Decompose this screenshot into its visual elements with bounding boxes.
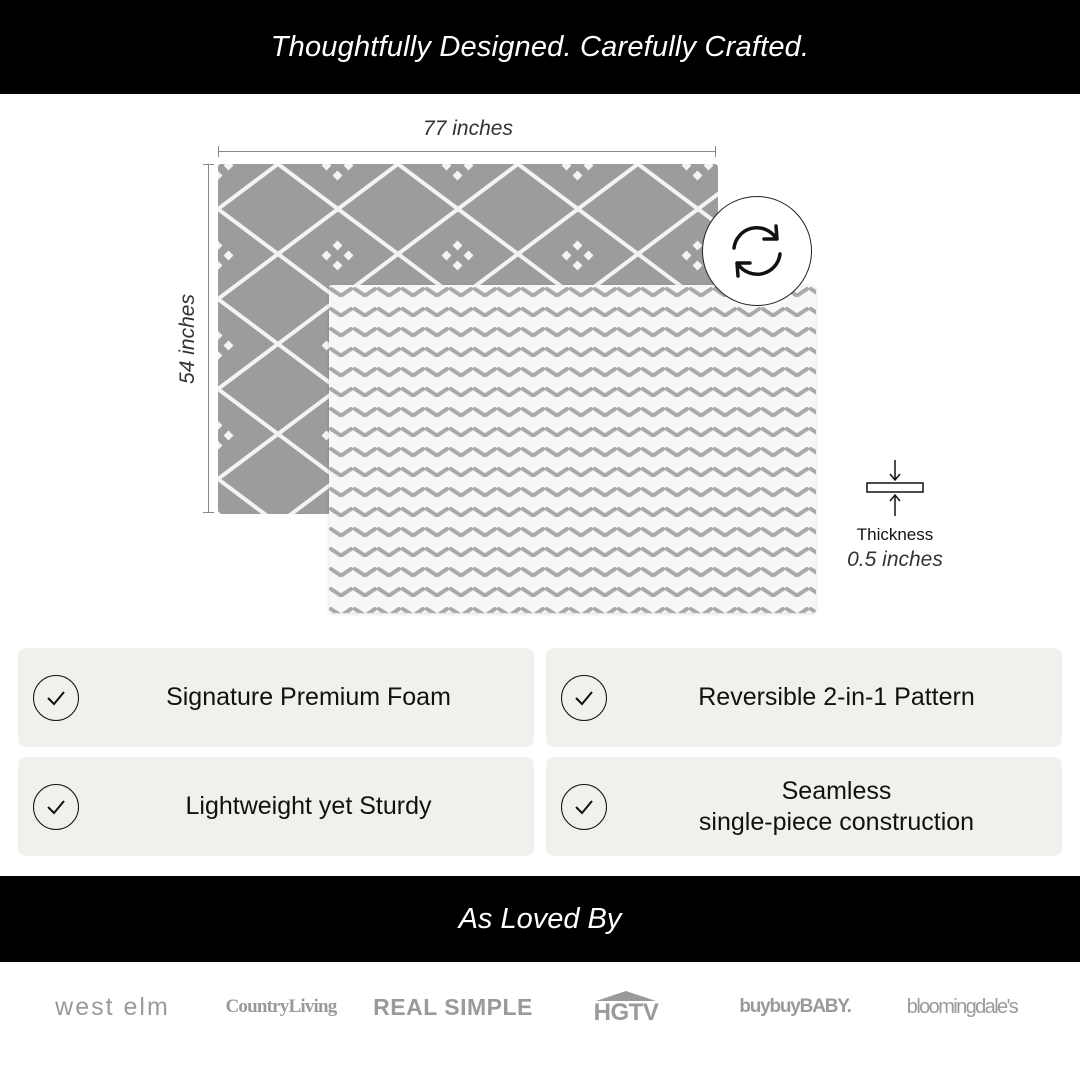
thickness-compress-icon [864, 458, 926, 518]
brand-logo-hgtv: HGTV [585, 985, 667, 1029]
brand-logo-country-living: CountryLiving [225, 996, 337, 1017]
feature-text: Signature Premium Foam [166, 683, 451, 711]
brand-logo-west-elm: west elm [55, 992, 170, 1021]
feature-card-lightweight [18, 757, 534, 856]
width-label: 77 inches [423, 117, 513, 140]
brand-logo-real-simple: REAL SIMPLE [373, 993, 533, 1020]
top-banner [0, 0, 1080, 94]
mat-herringbone-pattern-side [329, 285, 816, 613]
width-dimension-line [218, 151, 716, 152]
thickness-label: Thickness [856, 525, 934, 544]
height-label: 54 inches [176, 294, 199, 384]
feature-card-reversible [546, 648, 1062, 747]
check-circle-icon [33, 675, 79, 721]
check-circle-icon [33, 784, 79, 830]
thickness-value: 0.5 inches [847, 548, 943, 571]
feature-card-seamless [546, 757, 1062, 856]
header-title: Thoughtfully Designed. Carefully Crafted. [270, 30, 810, 63]
feature-text: Reversible 2-in-1 Pattern [698, 683, 975, 711]
brand-logo-bloomingdales: bloomingdale's [906, 995, 1018, 1018]
check-circle-icon [561, 675, 607, 721]
reverse-arrows-icon [702, 196, 812, 306]
feature-text: Seamless single-piece construction [698, 776, 975, 836]
feature-card-premium-foam [18, 648, 534, 747]
brand-logo-buybuy-baby: buybuyBABY. [739, 996, 851, 1017]
loved-by-banner [0, 876, 1080, 962]
check-circle-icon [561, 784, 607, 830]
height-dimension-line [208, 164, 209, 513]
feature-text: Lightweight yet Sturdy [185, 792, 432, 820]
loved-by-title: As Loved By [458, 902, 622, 935]
